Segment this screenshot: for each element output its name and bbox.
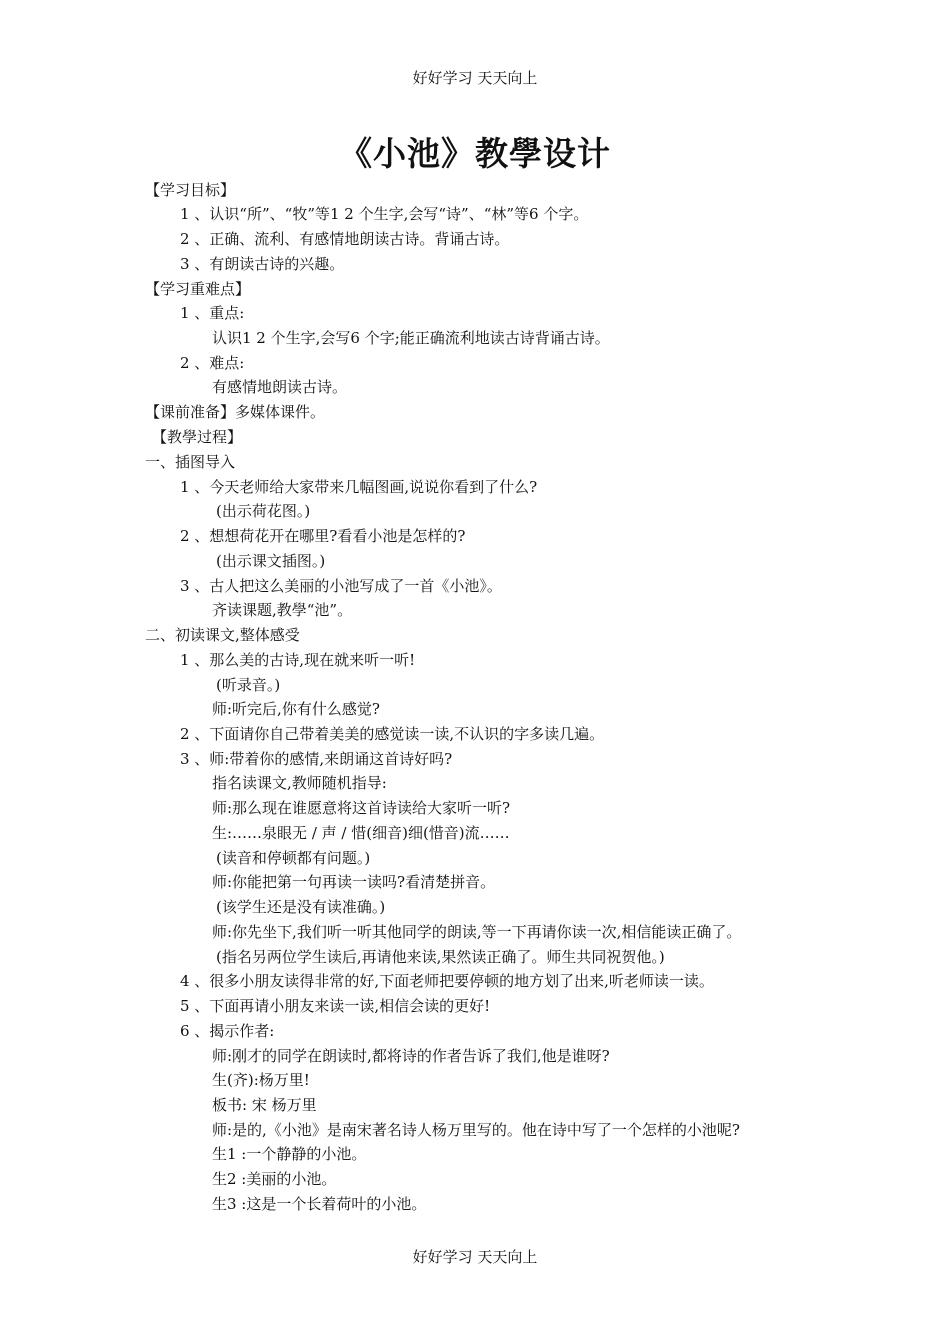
text-line: 2 、下面请你自己带着美美的感觉读一读,不认识的字多读几遍。 (180, 725, 605, 743)
text-line: 1 、重点: (180, 304, 245, 322)
text-line: 一、插图导入 (145, 453, 236, 471)
text-line: 生2 :美丽的小池。 (212, 1170, 337, 1188)
text-line: 生:……泉眼无 / 声 / 惜(细音)细(惜音)流…… (212, 824, 510, 842)
text-line: 认识1 2 个生字,会写6 个字;能正确流利地读古诗背诵古诗。 (212, 329, 610, 347)
page-header: 好好学习 天天向上 (412, 69, 538, 87)
document-title: 《小池》教學设计 (339, 134, 611, 173)
text-line: 2 、想想荷花开在哪里?看看小池是怎样的? (180, 527, 466, 545)
text-line: 师:刚才的同学在朗读时,都将诗的作者告诉了我们,他是谁呀? (212, 1047, 610, 1065)
text-line: 6 、揭示作者: (180, 1022, 275, 1040)
text-line: 生3 :这是一个长着荷叶的小池。 (212, 1195, 427, 1213)
text-line: 2 、正确、流利、有感情地朗读古诗。背诵古诗。 (180, 230, 510, 248)
text-line: 齐读课题,教學“池”。 (212, 601, 353, 619)
text-line: 板书: 宋 杨万里 (212, 1096, 317, 1114)
text-line: 生1 :一个静静的小池。 (212, 1145, 367, 1163)
text-line: 师:你能把第一句再读一读吗?看清楚拼音。 (212, 873, 496, 891)
text-line: 【学习目标】 (145, 181, 236, 199)
text-line: 3 、有朗读古诗的兴趣。 (180, 255, 345, 273)
text-line: 2 、难点: (180, 354, 245, 372)
text-line: 1 、那么美的古诗,现在就来听一听! (180, 651, 416, 669)
page-footer: 好好学习 天天向上 (412, 1248, 538, 1266)
text-line: (出示课文插图。) (216, 552, 326, 570)
text-line: (读音和停顿都有问题。) (216, 849, 371, 867)
text-line: 1 、今天老师给大家带来几幅图画,说说你看到了什么? (180, 478, 538, 496)
text-line: 【课前准备】多媒体课件。 (145, 403, 326, 421)
text-line: (听录音。) (216, 676, 281, 694)
text-line: 【教學过程】 (152, 428, 243, 446)
text-line: 【学习重难点】 (145, 280, 251, 298)
text-line: 师:是的,《小池》是南宋著名诗人杨万里写的。他在诗中写了一个怎样的小池呢? (212, 1121, 740, 1139)
text-line: 二、初读课文,整体感受 (145, 626, 300, 644)
text-line: 师:听完后,你有什么感觉? (212, 700, 380, 718)
text-line: 3 、古人把这么美丽的小池写成了一首《小池》。 (180, 577, 502, 595)
text-line: (指名另两位学生读后,再请他来读,果然读正确了。师生共同祝贺他。) (216, 948, 665, 966)
text-line: (出示荷花图。) (216, 502, 311, 520)
text-line: 3 、师:带着你的感情,来朗诵这首诗好吗? (180, 750, 453, 768)
text-line: 师:你先坐下,我们听一听其他同学的朗读,等一下再请你读一次,相信能读正确了。 (212, 923, 742, 941)
text-line: 师:那么现在谁愿意将这首诗读给大家听一听? (212, 799, 511, 817)
text-line: 5 、下面再请小朋友来读一读,相信会读的更好! (180, 997, 491, 1015)
text-line: 1 、认识“所”、“牧”等1 2 个生字,会写“诗”、“林”等6 个字。 (180, 205, 589, 223)
text-line: (该学生还是没有读准确。) (216, 898, 386, 916)
text-line: 4 、很多小朋友读得非常的好,下面老师把要停顿的地方划了出来,听老师读一读。 (180, 972, 714, 990)
text-line: 生(齐):杨万里! (212, 1071, 310, 1089)
text-line: 指名读课文,教师随机指导: (212, 774, 387, 792)
text-line: 有感情地朗读古诗。 (212, 378, 348, 396)
